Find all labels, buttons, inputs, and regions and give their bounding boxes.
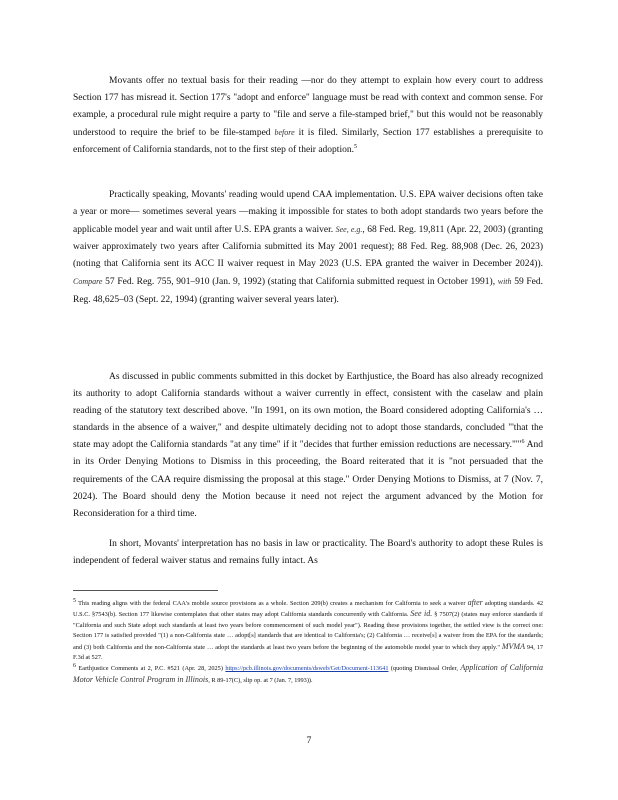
paragraph-text: As discussed in public comments submitted in this docket by Earthjustice, the Board has also already recognized its authority to adopt California standards without a waiver currently in effect, consistent with the caselaw and plain reading of the statutory text described above. "In 1991, on its own motion, the Board considered adopting California's … standards in the absence of a waiver," and despite ultimately deciding not to adopt those standards, concluded "'that the state may adopt the California standards "at any time" if it "decides that further emission reductions are necessary."'"$^6$ And in its Order Denying Motions to Dismiss in this proceeding, the Board reiterated that it is "not persuaded that the requirements of the CAA require dismissing the proposal at this stage." Order Denying Motions to Dismiss, at 7 (Nov. 7, 2024). The Board should deny the Motion because it need not reject the argument advanced by the Motion for Reconsideration for a third time. <box>73 372 543 519</box>
footnote-6: 6 Earthjustice Comments at 2, P.C. #521 (Apr. 28, 2025) https://pcb.illinois.gov/documents/dsweb/Get/Document-113641 (quoting Dismissal Order, Application of California Motor Vehicle Control Program in Illinois, R 89-17(C), slip op. at 7 (Jan. 7, 1993)). <box>73 663 544 684</box>
paragraph-section-177-reading <box>73 73 543 159</box>
paragraph-text: Movants offer no textual basis for their reading —nor do they attempt to explain how every court to address Section 177 has misread it. Section 177's "adopt and enforce" language must be read with context and common sense. For example, a procedural rule might require a party to "file and serve a file-stamped brief," but this would not be reasonably understood to require the brief to be file-stamped before it is filed. Similarly, Section 177 establishes a prerequisite to enforcement of California standards, not to the first step of their adoption.$^5$ <box>73 76 543 156</box>
paragraph-text: In short, Movants' interpretation has no basis in law or practicality. The Board's authority to adopt these Rules is independent of federal waiver status and remains fully intact. As <box>73 539 543 567</box>
page-number: 7 <box>306 736 312 746</box>
footnote-marker: 5 <box>73 597 76 604</box>
document-link[interactable]: https://pcb.illinois.gov/documents/dsweb/Get/Document-113641 <box>225 665 389 673</box>
paragraph-board-authority <box>73 369 543 523</box>
paragraph-text: Practically speaking, Movants' reading would upend CAA implementation. U.S. EPA waiver decisions often take a year or more— sometimes several years —making it impossible for states to both adopt standards two years before the applicable model year and wait until after U.S. EPA grants a waiver. See, e.g., 68 Fed. Reg. 19,811 (Apr. 22, 2003) (granting waiver approximately two years after California submitted its May 2001 request); 88 Fed. Reg. 88,908 (Dec. 26, 2023) (noting that California sent its ACC II waiver request in May 2023 (U.S. EPA granted the waiver in December 2024)). Compare 57 Fed. Reg. 755, 901–910 (Jan. 9, 1992) (stating that California submitted request in October 1991), with 59 Fed. Reg. 48,625–03 (Sept. 22, 1994) (granting waiver several years later). <box>73 190 543 305</box>
footnote-5: 5 This reading aligns with the federal CAA's mobile source provisions as a whole. Section 209(b) creates a mechanism for California to seek a waiver after adopting standards. 42 U.S.C. §7543(b). Section 177 likewise contemplates that other states may adopt California standards concurrently with California. See id. § 7507(2) (states may enforce standards if "California and such State adopt such standards at least two years before commencement of such model year"). Reading these provisions together, the settled view is the correct one: Section 177 is satisfied provided "(1) a non-California state … adopt[s] standards that are identical to California's; (2) California … receive[s] a waiver from the EPA for the standards; and (3) both California and the non-California state … adopt the standards at least two years before the beginning of the automobile model year to which they apply." MVMA 94, 17 F.3d at 527. <box>73 597 543 662</box>
footnote-ref-6[interactable]: 6 <box>521 439 525 446</box>
footnote-divider <box>73 590 218 591</box>
footnotes <box>73 598 543 686</box>
footnote-ref-5[interactable]: 5 <box>353 144 357 151</box>
paragraph-conclusion <box>73 536 543 570</box>
footnote-marker: 6 <box>73 663 76 670</box>
paragraph-caa-implementation <box>73 187 543 309</box>
